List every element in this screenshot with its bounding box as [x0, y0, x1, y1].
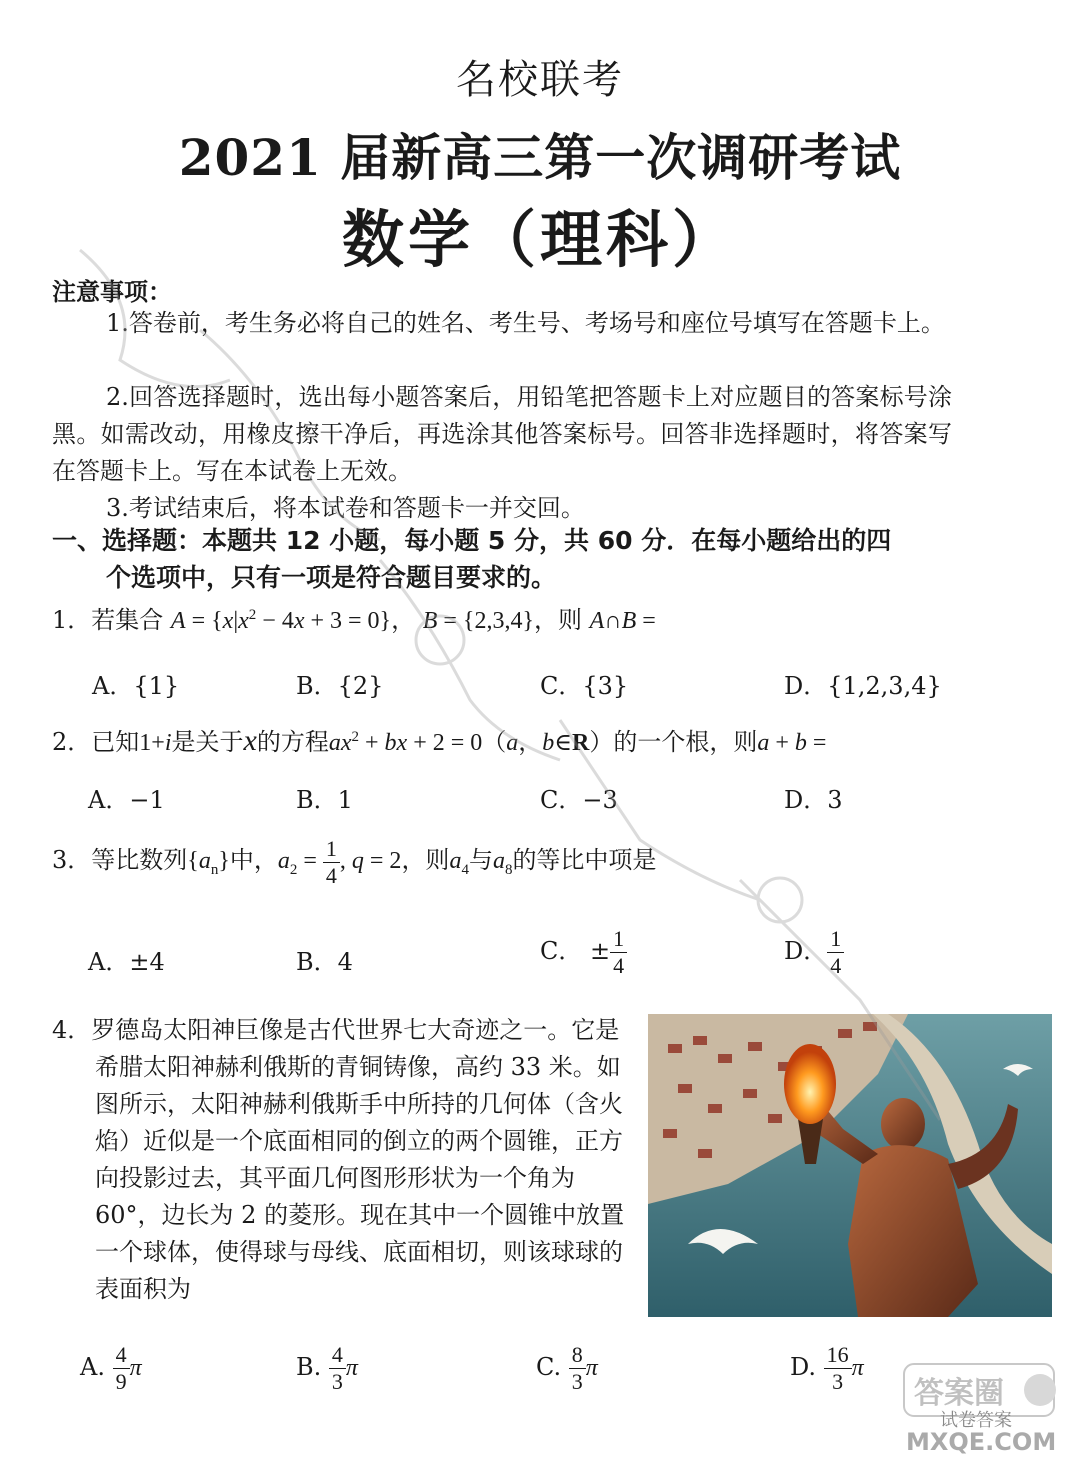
- question-1-set-a-def: = $\{x|x^2 - 4x + 3 = 0\}$: [185, 607, 392, 634]
- question-3-mid3: 与: [468, 846, 493, 875]
- question-4-text: 罗德岛太阳神巨像是古代世界七大奇迹之一。它是希腊太阳神赫利俄斯的青铜铸像，高约 33 米。如图所示，太阳神赫利俄斯手中所持的几何体（含火焰）近似是一个底面相同的倒立的两个圆锥，正方向投影过去，其平面几何图形形状为一个角为 60°，边长为 2 的菱形。现在其中一个圆锥中放置一个球体，使得球与母线、底面相切，则该球球的表面积为: [91, 1016, 625, 1303]
- section-heading-line-2: 个选项中，只有一项是符合题目要求的。: [106, 563, 557, 592]
- question-1-option-c[interactable]: C．{3}: [540, 672, 629, 700]
- watermark-site: MXQE.COM: [906, 1428, 1057, 1456]
- question-4-option-a[interactable]: A. $\frac{4}{9}$ π: [80, 1342, 142, 1394]
- question-4-option-c-label: C.: [536, 1353, 562, 1381]
- question-2-expression: a + b =: [757, 730, 827, 756]
- question-4-option-d[interactable]: D. $\frac{16}{3}$ π: [790, 1342, 864, 1394]
- question-3-a4: $a_4$: [449, 848, 469, 878]
- question-2-variable: x: [243, 724, 257, 757]
- question-2-mid2: 的方程: [256, 728, 329, 756]
- question-1: [52, 600, 656, 635]
- question-2-root: 1+i: [139, 730, 172, 756]
- question-4-option-b[interactable]: B. $\frac{4}{3}$ π: [296, 1342, 358, 1394]
- question-2-number: 2．: [52, 728, 92, 756]
- question-3-sequence: $\{a_n\}$: [187, 848, 230, 878]
- question-3-option-b[interactable]: B．4: [296, 948, 353, 976]
- exam-subject: 数学（理科）: [341, 203, 738, 276]
- section-heading: [52, 522, 891, 596]
- question-2-pre: 已知: [91, 728, 140, 756]
- question-3-option-d[interactable]: D． $\frac{1}{4}$: [784, 926, 844, 979]
- question-3-mid1: 中，: [229, 846, 278, 875]
- exam-title: 2021 届新高三第一次调研考试: [178, 128, 902, 187]
- question-3: [52, 836, 656, 889]
- question-1-set-b: B = {2,3,4}: [422, 608, 534, 634]
- question-1-option-a[interactable]: A．{1}: [92, 672, 180, 700]
- watermark-tag: 试卷答案: [940, 1410, 1012, 1431]
- watermark-logo: [900, 1360, 1070, 1455]
- question-1-sep: ，: [391, 606, 416, 634]
- question-1-set-a: A: [170, 608, 186, 634]
- question-3-given: $a_2$ = $\frac{1}{4}$ , q = 2: [277, 836, 402, 888]
- question-3-option-c[interactable]: C． ± $\frac{1}{4}$: [540, 926, 627, 979]
- question-1-pre: 若集合: [91, 606, 164, 634]
- question-2-option-d[interactable]: D．3: [784, 786, 843, 814]
- question-3-option-d-label: D．: [784, 937, 828, 965]
- question-2: [52, 722, 826, 758]
- question-2-mid1: 是关于: [171, 728, 244, 756]
- section-heading-line-1: 一、选择题：本题共 12 小题，每小题 5 分，共 60 分．在每小题给出的四: [52, 526, 892, 555]
- question-1-option-d[interactable]: D．{1,2,3,4}: [784, 672, 942, 700]
- question-4-option-b-label: B.: [296, 1353, 322, 1381]
- notice-item-1: 1.答卷前，考生务必将自己的姓名、考生号、考场号和座位号填写在答题卡上。: [106, 309, 945, 337]
- question-3-mid2: ，则: [401, 846, 450, 875]
- question-1-option-b[interactable]: B．{2}: [296, 672, 384, 700]
- question-3-option-c-label: C．: [540, 937, 583, 965]
- question-1-then: ，则: [533, 606, 582, 634]
- question-2-option-a[interactable]: A．−1: [88, 786, 165, 814]
- question-4: [52, 1012, 632, 1308]
- question-1-expression: A∩B =: [589, 608, 656, 634]
- question-3-option-a[interactable]: A．±4: [88, 948, 165, 976]
- question-2-equation: $ax^2$ + bx + 2 = 0（a，b∈R）: [328, 729, 614, 756]
- question-2-option-c[interactable]: C．−3: [540, 786, 618, 814]
- question-4-option-a-label: A.: [80, 1353, 105, 1381]
- watermark-brand: 答案圈: [914, 1376, 1004, 1411]
- question-3-number: 3．: [52, 846, 92, 875]
- colossus-of-rhodes-photo: [648, 1014, 1052, 1317]
- notice-title: 注意事项：: [52, 278, 172, 306]
- question-1-number: 1．: [52, 606, 92, 634]
- question-4-option-d-label: D.: [790, 1353, 817, 1381]
- question-4-option-c[interactable]: C. $\frac{8}{3}$ π: [536, 1342, 598, 1394]
- question-2-mid3: 的一个根，则: [613, 728, 758, 756]
- notice-item-2: 2.回答选择题时，选出每小题答案后，用铅笔把答题卡上对应题目的答案标号涂黑。如需改动，用橡皮擦干净后，再选涂其他答案标号。回答非选择题时，将答案写在答题卡上。写在本试卷上无效。: [52, 383, 952, 485]
- question-3-a8: $a_8$: [492, 848, 513, 878]
- question-4-number: 4．: [52, 1016, 92, 1044]
- question-3-pre: 等比数列: [91, 846, 188, 875]
- exam-organizer: 名校联考: [456, 57, 624, 103]
- notice-item-3: 3.考试结束后，将本试卷和答题卡一并交回。: [106, 494, 585, 522]
- question-2-option-b[interactable]: B．1: [296, 786, 353, 814]
- question-3-mid4: 的等比中项是: [512, 846, 657, 875]
